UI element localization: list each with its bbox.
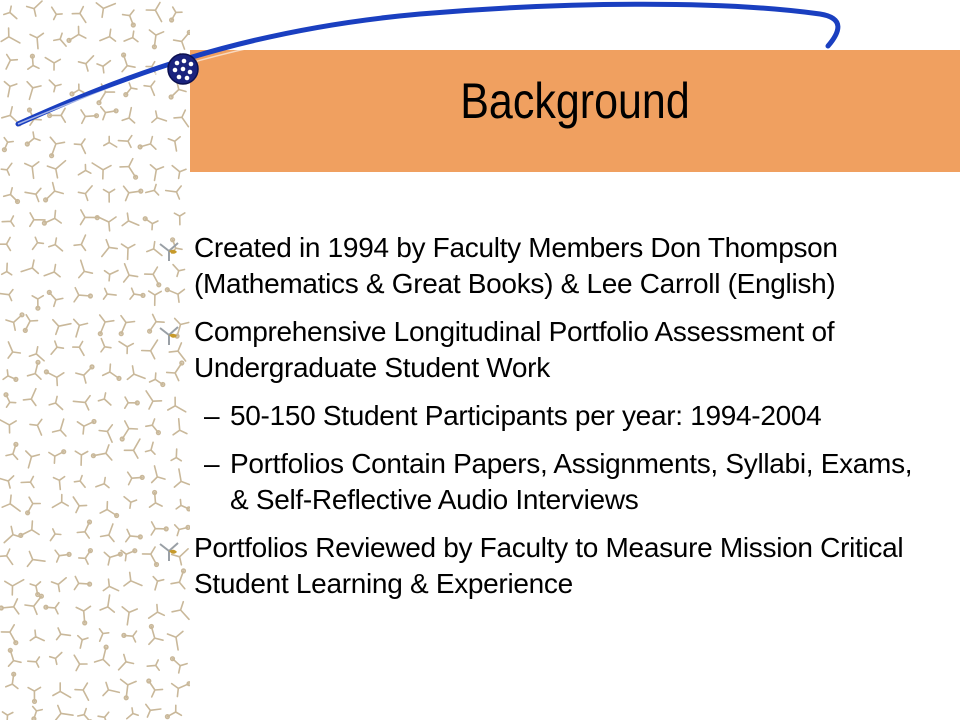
pattern-glyph [103,579,118,591]
pattern-glyph [95,647,110,666]
sub-bullet-item [158,398,938,434]
pattern-glyph [30,630,44,640]
pattern-glyph [0,476,14,488]
pattern-glyph [167,705,181,716]
pattern-glyph [73,497,86,513]
pattern-glyph [75,683,89,700]
pattern-glyph [119,342,133,354]
pattern-glyph [8,342,20,358]
pattern-glyph [49,452,64,464]
bullet-item [158,530,938,602]
pattern-glyph [29,347,44,361]
pattern-glyph [78,636,88,648]
bullet-text: Portfolios Reviewed by Faculty to Measure Mission Critical Student Learning & Experience [194,532,904,599]
pattern-glyph [0,238,10,251]
pattern-glyph [49,292,63,306]
pattern-glyph [92,163,111,179]
pattern-glyph [74,288,90,302]
pattern-glyph [101,339,111,352]
sub-bullet-text: 50-150 Student Participants per year: 1994-2004 [230,400,822,431]
pattern-glyph [124,186,141,200]
pattern-glyph [21,476,34,487]
pattern-glyph [172,166,186,179]
bullet-list [158,230,938,614]
pattern-glyph [122,421,137,439]
pattern-glyph [146,419,159,433]
pattern-glyph [51,341,63,354]
pattern-glyph [2,495,20,511]
pattern-glyph [100,502,116,516]
pattern-glyph [124,264,138,282]
leaf-bullet-icon [158,240,180,262]
pattern-glyph [120,159,136,178]
pattern-glyph [122,607,137,625]
pattern-glyph [2,263,12,275]
pattern-glyph [28,362,42,379]
pattern-glyph [6,315,22,330]
pattern-glyph [78,709,91,720]
pattern-glyph [146,442,156,454]
pattern-glyph [30,419,42,435]
pattern-glyph [27,552,45,567]
pattern-glyph [28,497,41,513]
pattern-glyph [79,260,93,277]
pattern-glyph [78,165,90,175]
pattern-glyph [142,340,158,359]
pattern-glyph [101,524,114,542]
pattern-glyph [76,606,90,623]
pattern-glyph [73,396,90,410]
bullet-item [158,230,938,302]
pattern-glyph [1,163,12,175]
pattern-glyph [74,476,85,488]
pattern-glyph [173,659,188,673]
pattern-glyph [25,596,41,614]
pattern-glyph [46,183,64,200]
pattern-glyph [98,393,111,405]
pattern-glyph [74,319,88,337]
pattern-glyph [52,578,67,592]
leaf-bullet-icon [158,324,180,346]
pattern-glyph [78,186,92,201]
pattern-glyph [0,420,16,433]
pattern-glyph [28,657,40,667]
pattern-glyph [21,521,39,535]
pattern-glyph [93,445,111,460]
pattern-glyph [4,188,18,202]
pattern-glyph [104,288,117,299]
pattern-glyph [172,684,189,697]
pattern-glyph [119,655,134,670]
pattern-glyph [55,550,69,562]
pattern-glyph [104,189,115,202]
pattern-glyph [166,186,182,199]
pattern-glyph [143,547,157,565]
pattern-glyph [50,529,60,541]
pattern-glyph [23,389,36,406]
pattern-glyph [46,372,63,386]
pattern-glyph [150,165,163,181]
sub-bullet-text: Portfolios Contain Papers, Assignments, Syllabi, Exams, & Self-Reflective Audio Interviews [230,448,913,515]
pattern-glyph [44,211,61,224]
sub-bullet-item [158,446,938,518]
pattern-glyph [102,240,117,257]
pattern-glyph [77,522,89,538]
pattern-glyph [1,625,15,643]
pattern-glyph [127,366,145,380]
pattern-glyph [52,495,68,508]
pattern-glyph [77,422,94,435]
pattern-glyph [145,267,159,285]
pattern-glyph [174,213,184,225]
pattern-glyph [103,682,119,695]
pattern-glyph [146,704,161,717]
pattern-glyph [122,213,139,225]
pattern-glyph [50,653,62,665]
pattern-glyph [100,595,114,612]
pattern-glyph [121,679,137,697]
pattern-glyph [74,655,87,670]
pattern-glyph [0,290,13,301]
pattern-glyph [168,631,183,650]
pattern-glyph [1,599,19,614]
pattern-glyph [130,288,143,299]
pattern-glyph [74,235,85,250]
dash-marker: – [204,400,220,431]
pattern-glyph [25,315,37,331]
pattern-glyph [53,683,71,698]
pattern-glyph [147,660,159,670]
pattern-glyph [100,315,114,334]
pattern-glyph [124,439,139,458]
pattern-glyph [79,551,91,565]
pattern-glyph [105,271,119,281]
pattern-glyph [6,674,18,688]
pattern-glyph [49,396,62,409]
pattern-glyph [99,425,112,442]
pattern-glyph [121,316,135,334]
pattern-glyph [25,188,41,201]
pattern-glyph [97,217,116,231]
bullet-text: Created in 1994 by Faculty Members Don Thompson (Mathematics & Great Books) & Lee Carroll (English) [194,232,838,299]
bullet-item [158,314,938,386]
pattern-glyph [146,185,159,195]
pattern-glyph [53,320,71,335]
pattern-glyph [49,238,63,251]
globe-icon [168,54,198,84]
leaf-bullet-icon [158,540,180,562]
pattern-glyph [53,419,66,436]
pattern-glyph [96,478,109,488]
pattern-glyph [44,265,60,277]
pattern-glyph [26,451,40,468]
pattern-glyph [54,477,65,490]
pattern-glyph [47,161,65,178]
pattern-glyph [33,237,44,249]
pattern-glyph [149,681,163,697]
pattern-glyph [73,342,84,356]
pattern-glyph [127,708,138,719]
pattern-glyph [75,451,87,465]
pattern-glyph [124,497,136,509]
pattern-glyph [76,367,92,383]
pattern-glyph [124,572,142,586]
pattern-glyph [5,580,24,595]
pattern-glyph [100,629,109,641]
pattern-glyph [56,706,73,720]
pattern-glyph [2,216,14,226]
slide-title: Background [460,73,690,129]
pattern-glyph [3,712,13,720]
pattern-glyph [57,628,71,640]
pattern-glyph [0,549,13,564]
pattern-glyph [21,260,38,273]
bullet-text: Comprehensive Longitudinal Portfolio Assessment of Undergraduate Student Work [194,316,835,383]
pattern-glyph [103,364,119,378]
dash-marker: – [204,448,220,479]
pattern-glyph [149,627,163,645]
pattern-glyph [98,712,109,720]
pattern-glyph [25,162,39,178]
pattern-glyph [122,244,135,259]
